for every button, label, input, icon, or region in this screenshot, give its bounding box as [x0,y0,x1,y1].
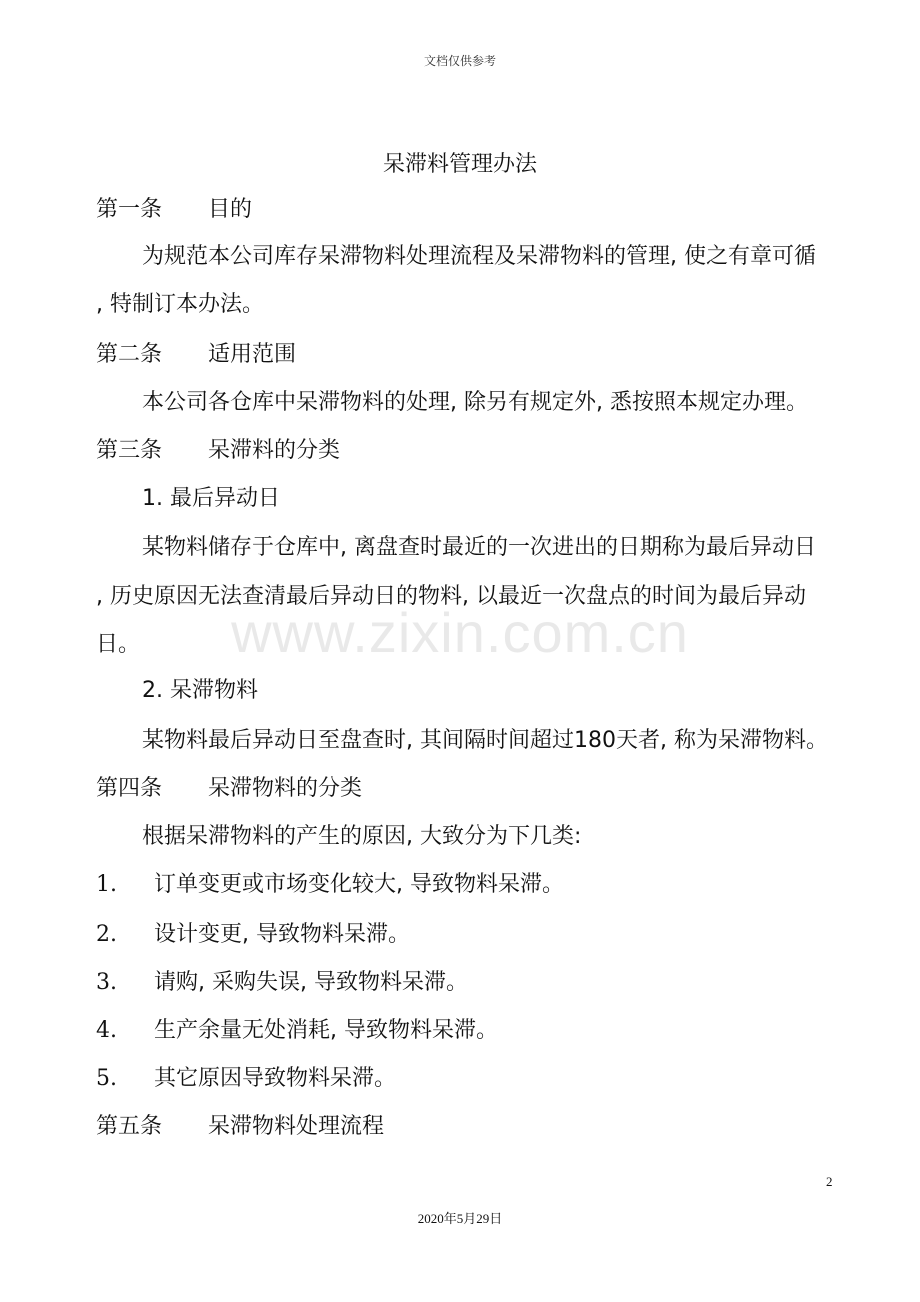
article-1-number: 第一条 [96,197,163,222]
list-item-number: 2. [96,922,117,947]
list-item-number: 4. [96,1018,117,1043]
section-1-paragraph-cont-2: 日。 [96,632,141,657]
footer-date: 2020年5月29日 [417,1211,503,1226]
article-2-paragraph: 本公司各仓库中呆滞物料的处理, 除另有规定外, 悉按照本规定办理。 [142,390,808,415]
section-2-paragraph: 某物料最后异动日至盘查时, 其间隔时间超过180天者, 称为呆滞物料。 [142,728,828,753]
article-2-title: 适用范围 [208,342,297,367]
list-item-number: 3. [96,970,117,995]
article-3-number: 第三条 [96,438,163,463]
section-2-heading: 2. 呆滞物料 [142,678,258,703]
list-item-text: 请购, 采购失误, 导致物料呆滞。 [154,970,468,995]
article-4-intro: 根据呆滞物料的产生的原因, 大致分为下几类: [142,824,582,849]
article-1-paragraph: 为规范本公司库存呆滞物料处理流程及呆滞物料的管理, 使之有章可循 [142,244,816,269]
watermark: www.zixin.com.cn [231,601,689,664]
article-2-number: 第二条 [96,342,163,367]
section-1-paragraph: 某物料储存于仓库中, 离盘查时最近的一次进出的日期称为最后异动日 [142,535,816,560]
list-item-text: 订单变更或市场变化较大, 导致物料呆滞。 [154,872,564,897]
article-5-number: 第五条 [96,1114,163,1139]
article-4-number: 第四条 [96,776,163,801]
article-1-title: 目的 [208,197,253,222]
article-4-title: 呆滞物料的分类 [208,776,363,801]
article-1-paragraph-cont: , 特制订本办法。 [96,292,264,317]
article-5-title: 呆滞物料处理流程 [208,1114,385,1139]
list-item-text: 设计变更, 导致物料呆滞。 [154,922,410,947]
article-3-title: 呆滞料的分类 [208,438,341,463]
page-number: 2 [826,1174,833,1189]
list-item-number: 5. [96,1066,117,1091]
header-note: 文档仅供参考 [423,54,496,68]
list-item-number: 1. [96,872,117,897]
list-item-text: 其它原因导致物料呆滞。 [154,1066,397,1091]
section-1-heading: 1. 最后异动日 [142,486,280,511]
document-title: 呆滞料管理办法 [382,152,537,177]
section-1-paragraph-cont-1: , 历史原因无法查清最后异动日的物料, 以最近一次盘点的时间为最后异动 [96,584,806,609]
list-item-text: 生产余量无处消耗, 导致物料呆滞。 [154,1018,498,1043]
